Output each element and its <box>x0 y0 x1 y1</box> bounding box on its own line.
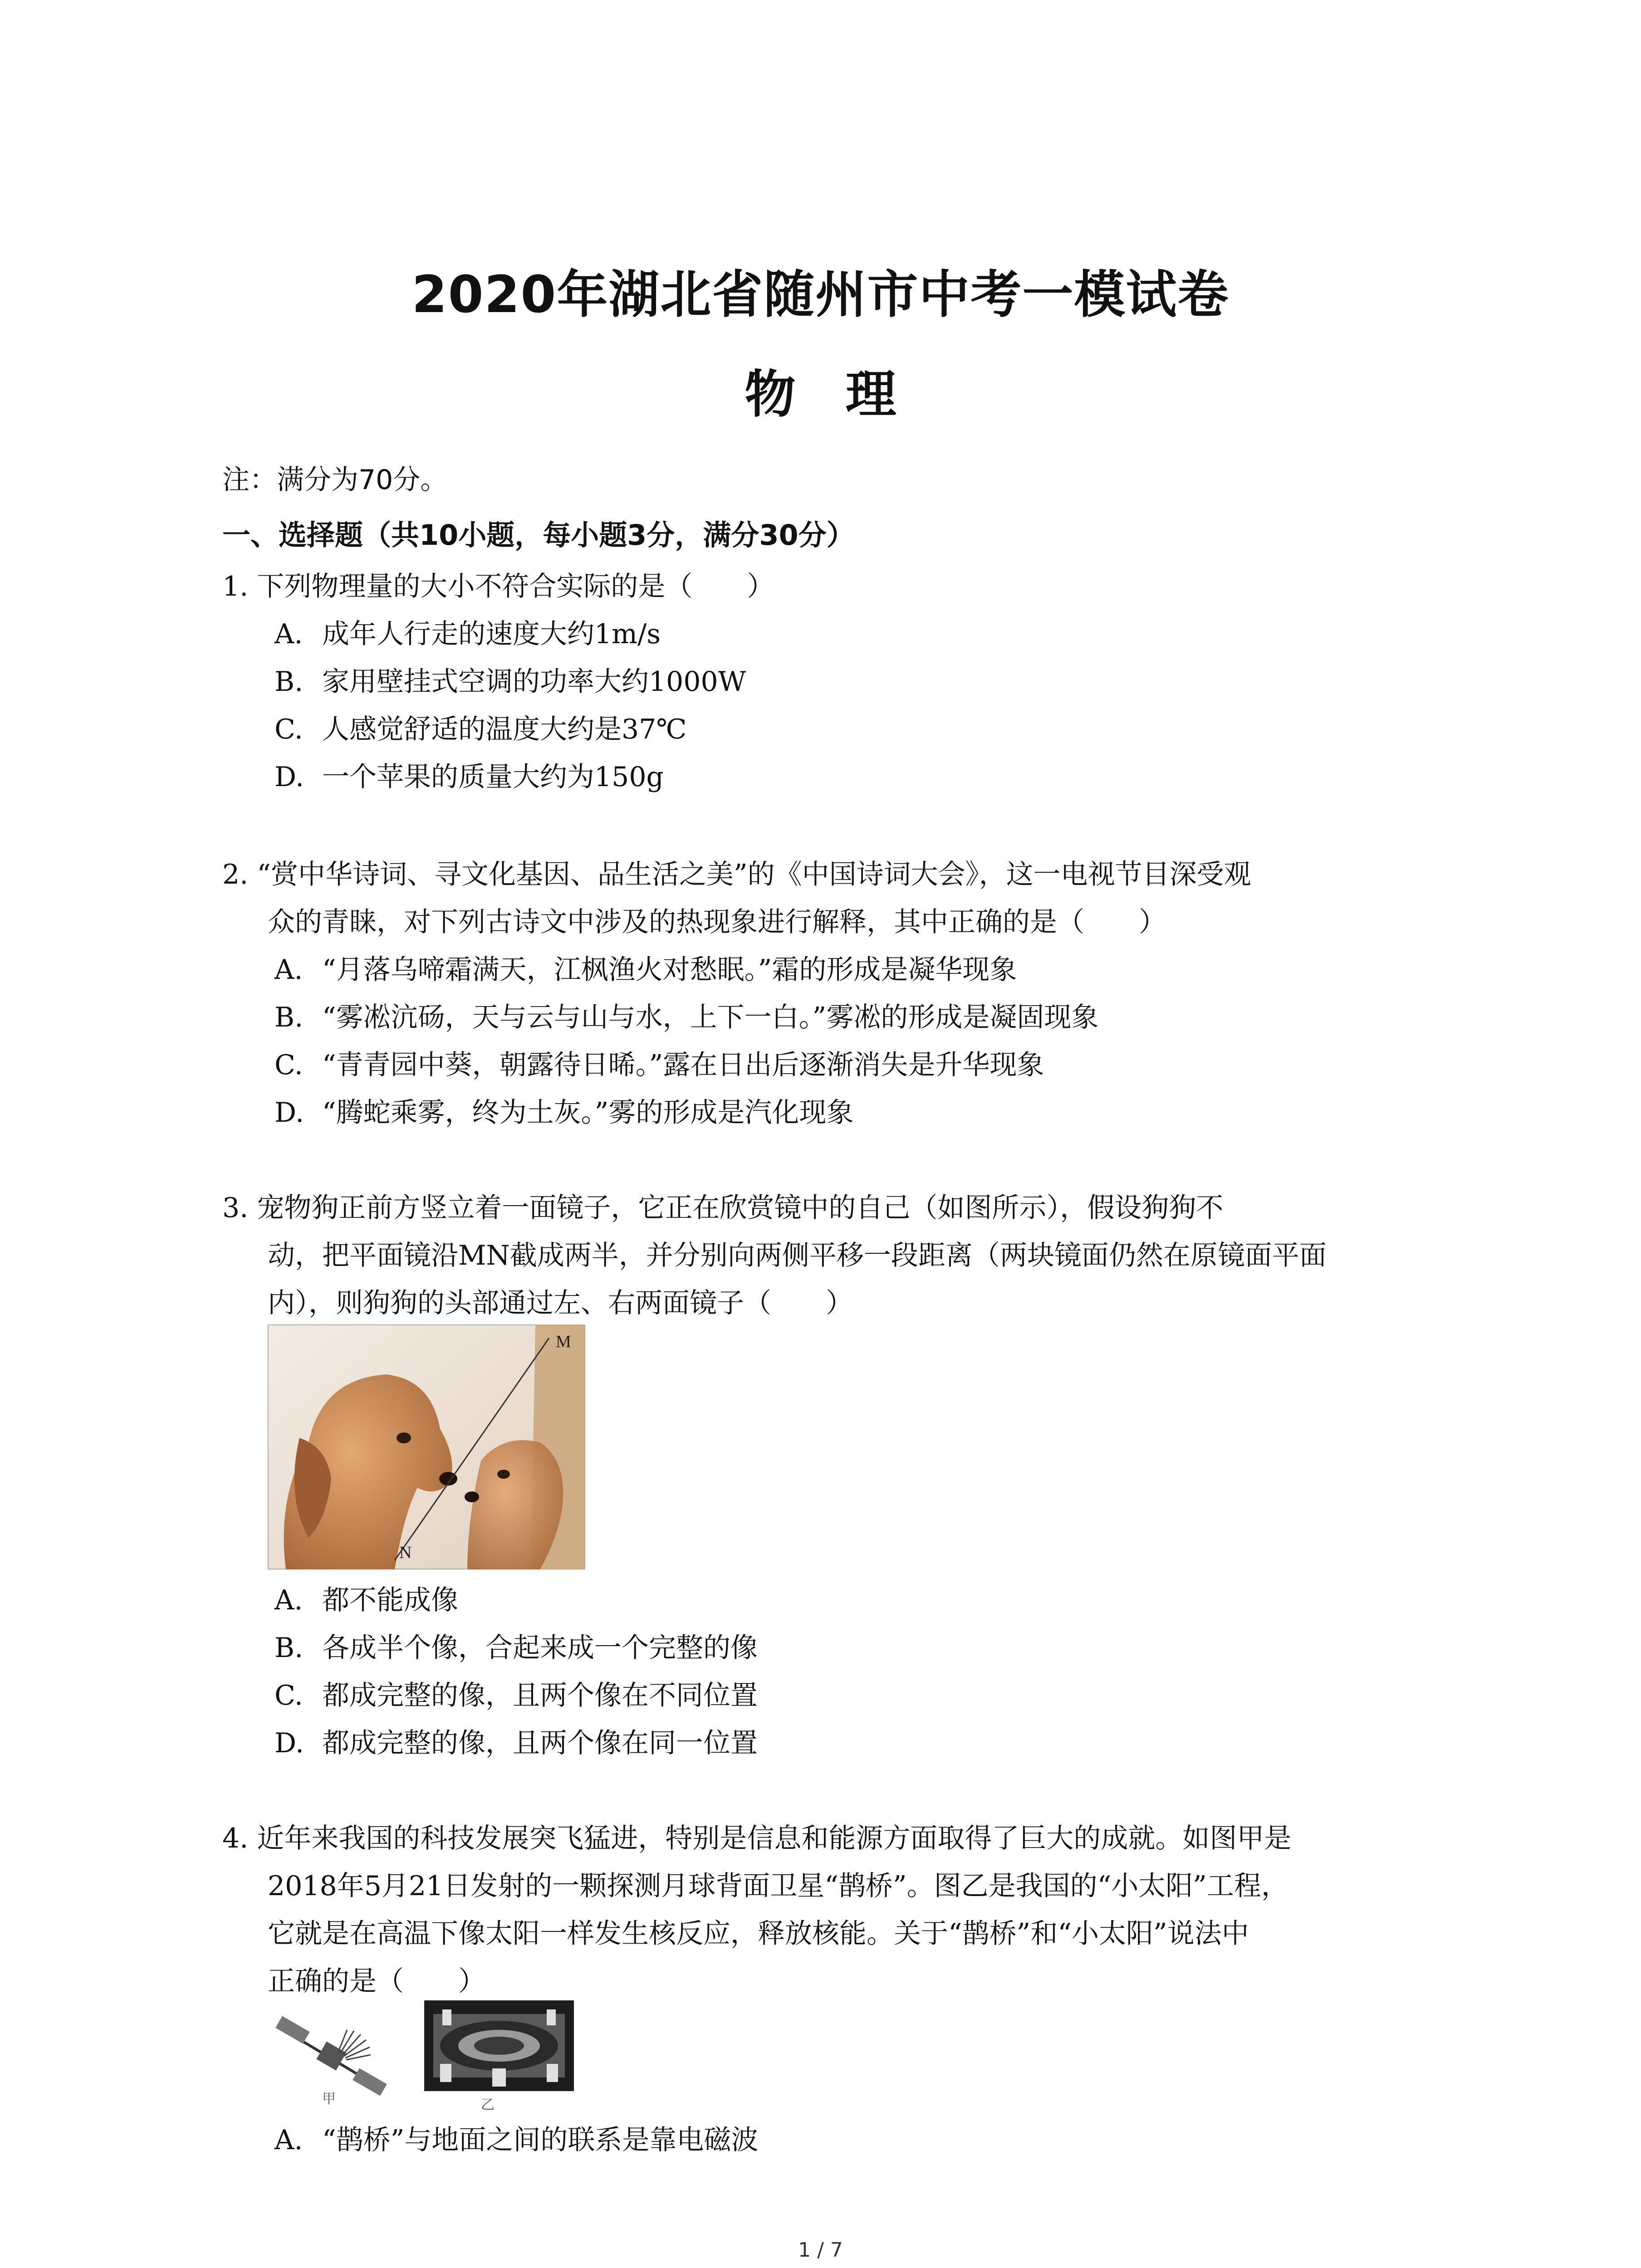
q1-option-d <box>274 755 664 794</box>
section-heading: 一、选择题（共10小题，每小题3分，满分30分） <box>222 518 855 552</box>
page-title: 2020年湖北省随州市中考一模试卷 <box>411 265 1230 324</box>
option-label: D. <box>274 761 304 793</box>
option-text: 人感觉舒适的温度大约是37℃ <box>322 714 687 745</box>
option-label: A. <box>274 2124 303 2156</box>
q1-stem: 1. 下列物理量的大小不符合实际的是（ ） <box>222 571 774 602</box>
figure-label-jia: 甲 <box>322 2091 336 2107</box>
option-text: 都成完整的像，且两个像在同一位置 <box>322 1727 758 1759</box>
figure-label-yi: 乙 <box>481 2097 495 2113</box>
q3-option-a <box>274 1579 458 1618</box>
q2-option-b <box>274 996 1098 1035</box>
q2-stem-line2: 众的青睐，对下列古诗文中涉及的热现象进行解释，其中正确的是（ ） <box>268 906 1166 938</box>
subject-title: 物理 <box>745 365 946 424</box>
option-label: C. <box>274 1049 303 1081</box>
option-text: 家用壁挂式空调的功率大约1000W <box>322 666 746 698</box>
option-text: “青青园中葵，朝露待日晞。”露在日出后逐渐消失是升华现象 <box>322 1049 1044 1081</box>
page-number: 1 / 7 <box>798 2239 843 2262</box>
option-label: A. <box>274 1584 303 1616</box>
q3-option-d <box>274 1721 758 1760</box>
option-text: 都成完整的像，且两个像在不同位置 <box>322 1680 758 1711</box>
mirror-label-m: M <box>556 1332 571 1351</box>
q2-option-c <box>274 1043 1044 1082</box>
option-label: C. <box>274 714 303 745</box>
option-label: B. <box>274 666 304 698</box>
option-text: “雾凇沆砀，天与云与山与水，上下一白。”雾凇的形成是凝固现象 <box>322 1002 1099 1033</box>
q3-option-c <box>274 1674 758 1713</box>
q3-stem-line1: 3. 宠物狗正前方竖立着一面镜子，它正在欣赏镜中的自己（如图所示），假设狗狗不 <box>222 1192 1224 1224</box>
option-label: B. <box>274 1632 304 1664</box>
q1-option-c <box>274 708 686 747</box>
option-label: B. <box>274 1002 304 1033</box>
option-label: D. <box>274 1727 304 1759</box>
option-text: 各成半个像，合起来成一个完整的像 <box>322 1632 758 1664</box>
option-text: “腾蛇乘雾，终为土灰。”雾的形成是汽化现象 <box>322 1097 854 1129</box>
option-text: 都不能成像 <box>322 1584 458 1616</box>
option-label: A. <box>274 954 303 986</box>
option-label: D. <box>274 1097 304 1129</box>
dog-mirror-figure <box>268 1325 585 1569</box>
mirror-label-n: N <box>399 1543 412 1562</box>
option-text: 成年人行走的速度大约1m/s <box>322 618 661 650</box>
q2-stem-line1: 2. “赏中华诗词、寻文化基因、品生活之美”的《中国诗词大会》，这一电视节目深受观 <box>222 859 1251 890</box>
q2-option-d <box>274 1091 853 1130</box>
tokamak-figure <box>424 2000 574 2091</box>
satellite-figure <box>270 2003 397 2107</box>
option-text: 一个苹果的质量大约为150g <box>322 761 664 793</box>
q1-option-b <box>274 660 746 699</box>
option-text: “鹊桥”与地面之间的联系是靠电磁波 <box>322 2124 759 2156</box>
q1-option-a <box>274 612 661 651</box>
score-note: 注：满分为70分。 <box>222 464 448 496</box>
q3-option-b <box>274 1626 758 1665</box>
option-label: A. <box>274 618 303 650</box>
q3-stem-line3: 内），则狗狗的头部通过左、右两面镜子（ ） <box>268 1287 853 1319</box>
q4-option-a <box>274 2118 758 2157</box>
q4-stem-line2: 2018年5月21日发射的一颗探测月球背面卫星“鹊桥”。图乙是我国的“小太阳”工程， <box>268 1870 1288 1902</box>
q4-stem-line4: 正确的是（ ） <box>268 1965 485 1997</box>
q2-option-a <box>274 948 1017 987</box>
q4-stem-line3: 它就是在高温下像太阳一样发生核反应，释放核能。关于“鹊桥”和“小太阳”说法中 <box>268 1918 1249 1950</box>
option-text: “月落乌啼霜满天，江枫渔火对愁眠。”霜的形成是凝华现象 <box>322 954 1017 986</box>
option-label: C. <box>274 1680 303 1711</box>
q4-stem-line1: 4. 近年来我国的科技发展突飞猛进，特别是信息和能源方面取得了巨大的成就。如图甲是 <box>222 1823 1292 1854</box>
q3-stem-line2: 动，把平面镜沿MN截成两半，并分别向两侧平移一段距离（两块镜面仍然在原镜面平面 <box>268 1240 1327 1271</box>
